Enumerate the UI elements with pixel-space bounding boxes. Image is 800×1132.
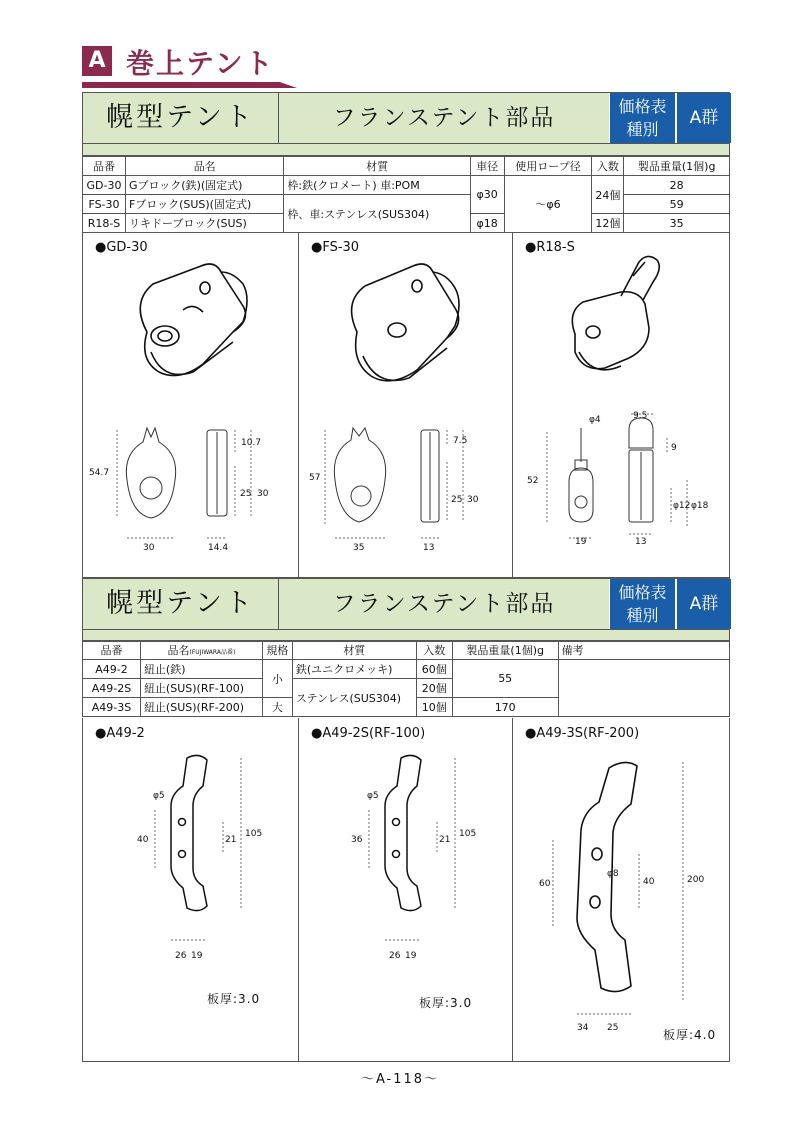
section2-price-label: 価格表 種別 — [609, 579, 675, 629]
section2-subcategory: フランステント部品 — [332, 591, 556, 617]
svg-text:54.7: 54.7 — [89, 468, 110, 478]
svg-text:30: 30 — [467, 495, 479, 505]
svg-text:105: 105 — [245, 829, 263, 839]
svg-text:26: 26 — [389, 951, 401, 961]
figure-a49-2s — [299, 718, 513, 1061]
svg-text:19: 19 — [575, 537, 587, 547]
section2-category: 幌型テント — [83, 579, 279, 629]
section1-band — [82, 92, 730, 144]
table-row: A49-3S 紐止(SUS)(RF-200) 大 10個 170 — [83, 698, 730, 717]
svg-text:13: 13 — [635, 537, 647, 547]
svg-text:36: 36 — [351, 835, 363, 845]
svg-text:57: 57 — [309, 473, 321, 483]
svg-text:φ5: φ5 — [153, 791, 165, 801]
svg-text:19: 19 — [191, 951, 203, 961]
svg-text:34: 34 — [577, 1023, 589, 1033]
svg-text:30: 30 — [143, 543, 155, 553]
chapter-rule — [82, 82, 297, 88]
svg-text:52: 52 — [527, 476, 539, 486]
table-row: A49-2 紐止(鉄) 小 鉄(ユニクロメッキ) 60個 55 — [83, 660, 730, 679]
svg-text:26: 26 — [175, 951, 187, 961]
figure-label: ●GD-30 — [95, 240, 148, 255]
table-row: R18-S リキドーブロック(SUS) φ18 12個 35 — [83, 214, 730, 233]
figure-label: ●A49-2S(RF-100) — [311, 726, 426, 741]
svg-text:40: 40 — [137, 835, 149, 845]
section2-price-group: A群 — [675, 579, 731, 629]
svg-text:9: 9 — [671, 443, 677, 453]
svg-text:21: 21 — [439, 835, 451, 845]
svg-text:φ8: φ8 — [607, 869, 619, 879]
section1-band-strip — [82, 144, 730, 156]
figure-a49-3s — [513, 718, 731, 1061]
svg-text:25: 25 — [451, 495, 463, 505]
section1-category: 幌型テント — [83, 93, 279, 143]
gd30-drawing — [83, 232, 299, 578]
svg-text:14.4: 14.4 — [208, 543, 229, 553]
page-number: ～A-118～ — [360, 1072, 440, 1087]
figure-gd30 — [83, 232, 299, 577]
section1-spec-table — [82, 156, 730, 233]
thickness-note: 板厚:4.0 — [663, 1028, 717, 1042]
a49-2s-drawing — [299, 718, 513, 1062]
svg-text:25: 25 — [240, 489, 252, 499]
a49-3s-drawing — [513, 718, 731, 1062]
table-header-row: 品番 品名(FUJIWARA品番) 規格 材質 入数 製品重量(1個)g 備考 — [83, 641, 730, 660]
svg-text:φ4: φ4 — [589, 415, 601, 425]
figure-label: ●R18-S — [525, 240, 575, 255]
svg-text:200: 200 — [687, 875, 705, 885]
svg-text:35: 35 — [353, 543, 365, 553]
svg-text:21: 21 — [225, 835, 237, 845]
table-row: GD-30 Gブロック(鉄)(固定式) 枠:鉄(クロメート) 車:POM φ30 ～φ6 24個 28 — [83, 176, 730, 195]
svg-text:9.5: 9.5 — [633, 411, 648, 421]
figure-label: ●FS-30 — [311, 240, 360, 255]
fs30-drawing — [299, 232, 513, 578]
svg-text:φ12: φ12 — [673, 501, 691, 511]
section1-figures — [82, 232, 730, 578]
chapter-badge: A — [82, 46, 112, 76]
svg-text:25: 25 — [607, 1023, 619, 1033]
figure-fs30 — [299, 232, 513, 577]
table-row: A49-2S 紐止(SUS)(RF-100) ステンレス(SUS304) 20個 — [83, 679, 730, 698]
figure-r18s — [513, 232, 731, 577]
section1-price-group: A群 — [675, 93, 731, 143]
chapter-title: 巻上テント — [126, 47, 275, 80]
table-header-row: 品番 品名 材質 車径 使用ロープ径 入数 製品重量(1個)g — [83, 157, 730, 176]
section2-spec-table — [82, 640, 730, 717]
table-row: FS-30 Fブロック(SUS)(固定式) 枠、車:ステンレス(SUS304) 59 — [83, 195, 730, 214]
svg-text:10.7: 10.7 — [241, 438, 262, 448]
figure-a49-2 — [83, 718, 299, 1061]
a49-2-drawing — [83, 718, 299, 1062]
section1-subcategory: フランステント部品 — [332, 105, 556, 131]
svg-text:φ5: φ5 — [367, 791, 379, 801]
svg-text:60: 60 — [539, 879, 551, 889]
figure-label: ●A49-3S(RF-200) — [525, 726, 640, 741]
chapter-header — [82, 42, 742, 88]
svg-text:105: 105 — [459, 829, 477, 839]
section2-band — [82, 578, 730, 630]
svg-text:φ18: φ18 — [691, 501, 709, 511]
svg-text:13: 13 — [423, 543, 435, 553]
thickness-note: 板厚:3.0 — [207, 992, 261, 1006]
figure-label: ●A49-2 — [95, 726, 145, 741]
section1-price-label: 価格表 種別 — [609, 93, 675, 143]
svg-text:7.5: 7.5 — [453, 436, 468, 446]
svg-text:19: 19 — [405, 951, 417, 961]
section2-figures — [82, 718, 730, 1062]
svg-text:40: 40 — [643, 877, 655, 887]
svg-text:30: 30 — [257, 489, 269, 499]
r18s-drawing — [513, 232, 731, 578]
thickness-note: 板厚:3.0 — [419, 996, 473, 1010]
